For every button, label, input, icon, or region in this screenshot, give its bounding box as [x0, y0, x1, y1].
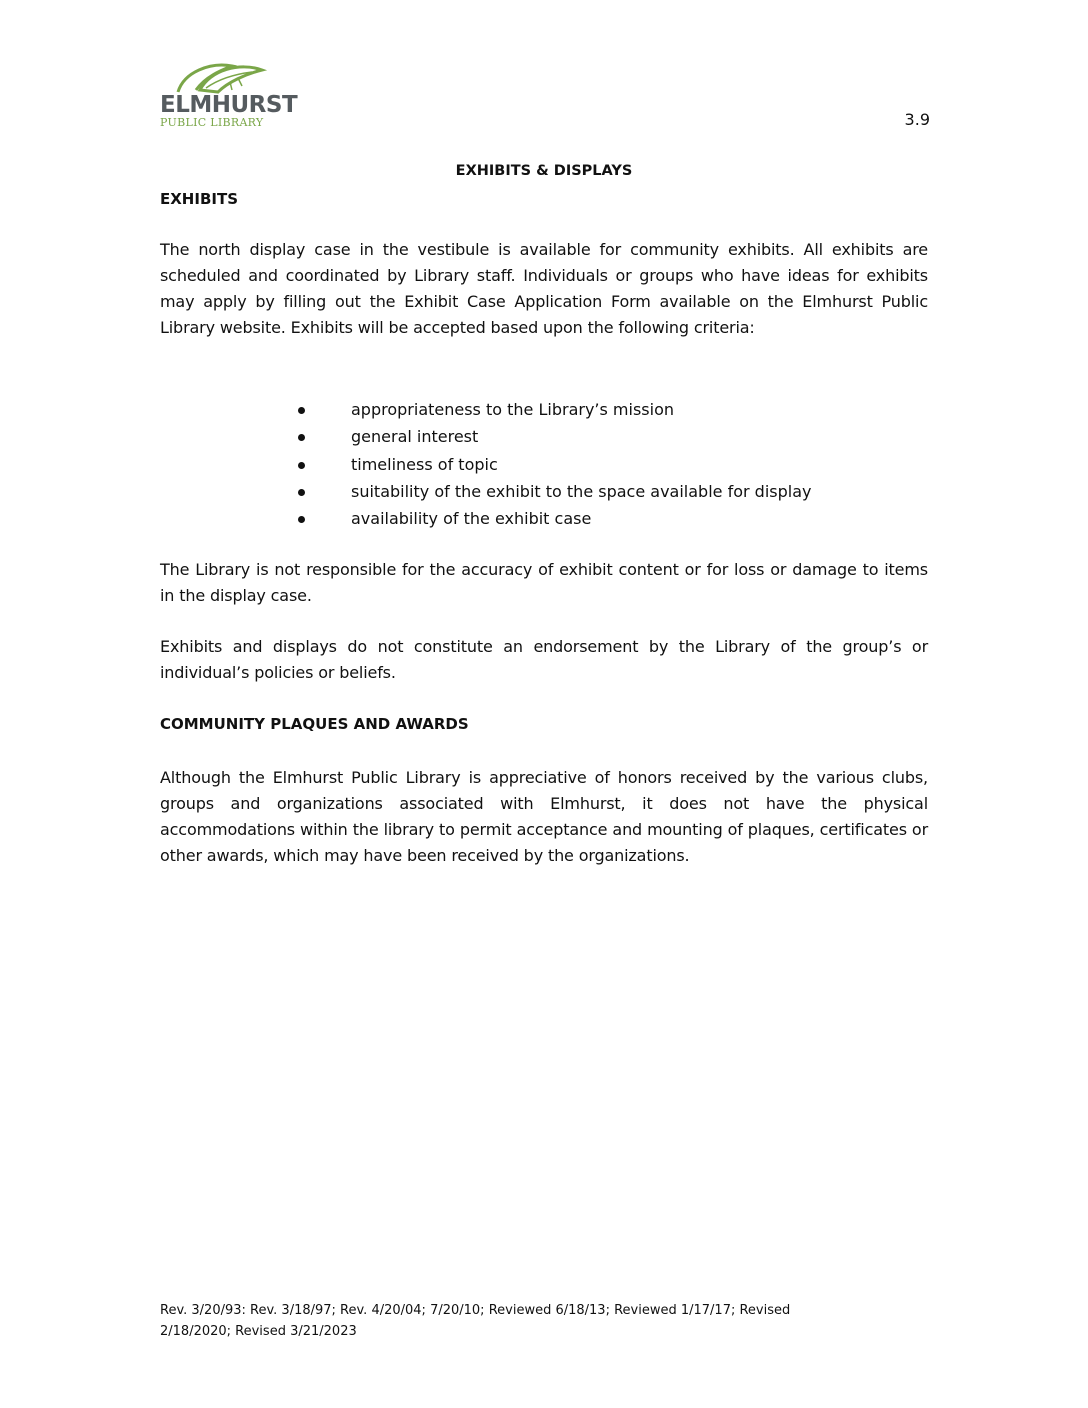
list-item	[296, 396, 811, 423]
page-title: EXHIBITS & DISPLAYS	[455, 163, 633, 179]
bullet-icon	[298, 489, 305, 496]
criteria-text: timeliness of topic	[351, 454, 498, 474]
revision-footer	[160, 1300, 920, 1342]
criteria-text: general interest	[351, 427, 479, 447]
revision-line-1: Rev. 3/20/93: Rev. 3/18/97; Rev. 4/20/04; 7/20/10; Reviewed 6/18/13; Reviewed 1/17/17; Revised	[160, 1303, 791, 1318]
bullet-icon	[298, 407, 305, 414]
criteria-text: appropriateness to the Library’s mission	[351, 400, 674, 419]
revision-line-2: 2/18/2020; Revised 3/21/2023	[160, 1324, 357, 1339]
criteria-text: suitability of the exhibit to the space available for display	[351, 481, 812, 501]
logo-wordmark: ELMHURST	[160, 92, 298, 118]
list-item	[296, 451, 811, 478]
section-heading-plaques: COMMUNITY PLAQUES AND AWARDS	[160, 715, 469, 733]
list-item	[296, 505, 811, 532]
bullet-icon	[298, 434, 305, 441]
section-heading-exhibits: EXHIBITS	[160, 190, 238, 208]
exhibits-intro-paragraph: The north display case in the vestibule is available for community exhibits. All exhibits are scheduled and coordinated by Library staff. Individuals or groups who have ideas for exhibits may apply by filling out the Exhibit Case Application Form available on the Elmhurst Public Library website. Exhibits will be accepted based upon the following criteria:	[160, 240, 928, 337]
bullet-icon	[298, 516, 305, 523]
criteria-list	[296, 396, 811, 532]
list-item	[296, 423, 811, 450]
liability-paragraph: The Library is not responsible for the accuracy of exhibit content or for loss or damage to items in the display case.	[160, 560, 928, 605]
bullet-icon	[298, 462, 305, 469]
list-item	[296, 478, 811, 505]
leaf-icon	[170, 60, 290, 96]
plaques-paragraph: Although the Elmhurst Public Library is appreciative of honors received by the various clubs, groups and organizations associated with Elmhurst, it does not have the physical accommodations within the library to permit acceptance and mounting of plaques, certificates or other awards, which may have been received by the organizations.	[160, 768, 928, 865]
logo-subtitle: PUBLIC LIBRARY	[160, 116, 264, 129]
page-number: 3.9	[904, 110, 930, 129]
criteria-text: availability of the exhibit case	[351, 509, 592, 529]
library-logo	[160, 60, 310, 132]
endorsement-paragraph: Exhibits and displays do not constitute an endorsement by the Library of the group’s or individual’s policies or beliefs.	[160, 637, 928, 682]
